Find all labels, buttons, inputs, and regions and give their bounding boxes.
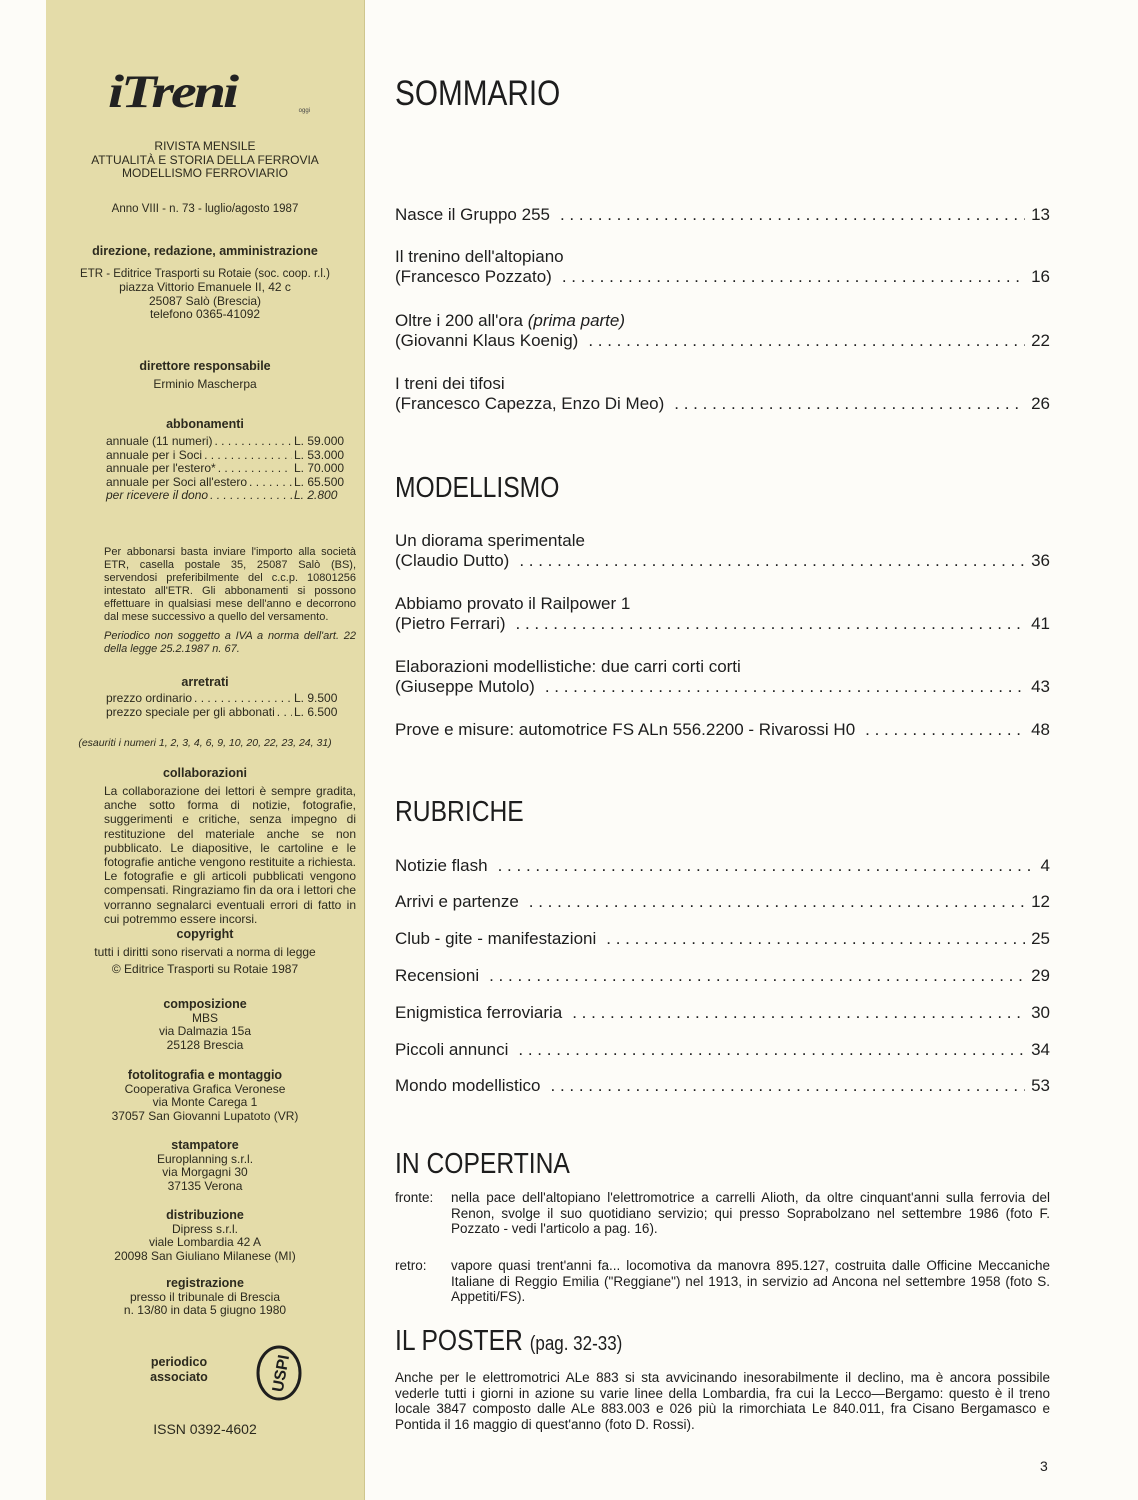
toc-entry[interactable] xyxy=(395,247,1050,287)
masthead-sidebar xyxy=(46,0,365,1500)
toc-entry[interactable] xyxy=(395,720,1050,740)
toc-title: Mondo modellistico xyxy=(395,1076,541,1095)
toc-title: Prove e misure: automotrice FS ALn 556.2200 - Rivarossi H0 xyxy=(395,720,856,739)
cover-back-label: retro: xyxy=(395,1258,427,1273)
toc-title: Club - gite - manifestazioni xyxy=(395,929,597,948)
toc-entry[interactable] xyxy=(395,205,1050,225)
logo-sub: oggi xyxy=(298,108,310,114)
toc-page: 4 xyxy=(1040,856,1050,875)
toc-page: 36 xyxy=(1031,551,1050,570)
toc-entry[interactable] xyxy=(395,929,1050,949)
toc-entry[interactable] xyxy=(395,374,1050,414)
printer-heading: stampatore xyxy=(171,1138,239,1152)
management-block xyxy=(46,245,364,322)
copyright-heading: copyright xyxy=(176,927,234,941)
toc-title: Abbiamo provato il Railpower 1 xyxy=(395,594,631,613)
printer-block: stampatore Europlanning s.r.l. via Morgagni 30 37135 Verona xyxy=(46,1139,364,1193)
poster-text: Anche per le elettromotrici ALe 883 si sta avvicinando inesorabilmente il declino, ma è ancora possibile vederle tutti i giorni in azione su varie linee della Lombardia, fra cui la Lecco—Bergamo: questo è il treno locale 3847 composto dalle ALe 883.003 e 026 più la rimorchiata Le 840.011, fra Cisano Bergamasco e Pontida il 16 maggio di quest'anno (foto D. Rossi). xyxy=(395,1370,1050,1432)
toc-page: 16 xyxy=(1031,267,1050,286)
toc-page: 30 xyxy=(1031,1003,1050,1022)
cover-back xyxy=(395,1258,1050,1305)
logo-text: iTreni xyxy=(108,65,237,118)
toc-page: 12 xyxy=(1031,892,1050,911)
toc-author: (Pietro Ferrari) xyxy=(395,614,506,633)
poster-title: IL POSTER (pag. 32-33) xyxy=(395,1325,623,1357)
director-block xyxy=(46,360,364,391)
toc-title: Recensioni xyxy=(395,966,480,985)
vat-note: Periodico non soggetto a IVA a norma dell'art. 22 della legge 25.2.1987 n. 67. xyxy=(104,630,356,655)
cover-front-label: fronte: xyxy=(395,1190,434,1205)
toc-entry[interactable] xyxy=(395,311,1050,351)
list-item: per ricevere il dono . . . L. 2.800 xyxy=(106,489,354,503)
publisher-line: piazza Vittorio Emanuele II, 42 c xyxy=(119,280,291,294)
toc-entry[interactable] xyxy=(395,892,1050,912)
list-item: prezzo ordinario . . . L. 9.500 xyxy=(106,692,354,706)
toc-title: Notizie flash xyxy=(395,856,488,875)
uspi-logo xyxy=(256,1345,302,1401)
toc-title: Arrivi e partenze xyxy=(395,892,519,911)
uspi-logo-text: USPI xyxy=(269,1353,294,1394)
toc-title: Nasce il Gruppo 255 xyxy=(395,205,550,224)
list-item: annuale per Soci all'estero . . . L. 65.500 xyxy=(106,476,354,490)
toc-entry[interactable] xyxy=(395,657,1050,697)
distribution-heading: distribuzione xyxy=(166,1208,244,1222)
back-issues-list xyxy=(106,692,354,719)
director-name: Erminio Mascherpa xyxy=(153,376,257,391)
copertina-title: IN COPERTINA xyxy=(395,1148,570,1180)
list-item: prezzo speciale per gli abbonati . . . L. 6.500 xyxy=(106,706,354,720)
cover-back-text: vapore quasi trent'anni fa... locomotiva da manovra 895.127, costruita dalle Officine Meccaniche Italiane di Reggio Emilia ("Reggiane") nel 1913, in servizio ad Ancona nel settembre 1958 (foto S. Appetiti/FS). xyxy=(451,1258,1050,1304)
issue-info: Anno VIII - n. 73 - luglio/agosto 1987 xyxy=(111,203,299,215)
copyright-line: © Editrice Trasporti su Rotaie 1987 xyxy=(111,962,299,976)
magazine-logo xyxy=(108,65,358,122)
toc-title: Piccoli annunci xyxy=(395,1040,509,1059)
subscriptions-list xyxy=(106,435,354,503)
list-item: annuale (11 numeri) . . . L. 59.000 xyxy=(106,435,354,449)
photolitho-heading: fotolitografia e montaggio xyxy=(127,1068,283,1082)
poster-pages: (pag. 32-33) xyxy=(529,1333,623,1355)
toc-entry[interactable] xyxy=(395,1076,1050,1096)
toc-title: Enigmistica ferroviaria xyxy=(395,1003,563,1022)
toc-title: Elaborazioni modellistiche: due carri corti corti xyxy=(395,657,741,676)
cover-front xyxy=(395,1190,1050,1237)
toc-page: 48 xyxy=(1031,720,1050,739)
toc-author: (Claudio Dutto) xyxy=(395,551,510,570)
toc-page: 26 xyxy=(1031,394,1050,413)
toc-page: 22 xyxy=(1031,331,1050,350)
tagline xyxy=(46,140,364,181)
toc-entry[interactable] xyxy=(395,594,1050,634)
management-heading: direzione, redazione, amministrazione xyxy=(92,244,318,258)
modellismo-title: MODELLISMO xyxy=(395,472,560,504)
collab-text: La collaborazione dei lettori è sempre gradita, anche sotto forma di notizie, fotografie, suggerimenti e critiche, senza impegno di restituzione del materiale anche se non pubblicato. Le diapositive, le cartoline e le fotografie antiche vengono restituite a richiesta. Le fotografie e gli articoli pubblicati vengono compensati. Ringraziamo fin da ora i lettori che vorranno segnalarci eventuali errori di fatto in cui potremmo essere incorsi. xyxy=(104,784,356,926)
toc-title: I treni dei tifosi xyxy=(395,374,505,393)
toc-page: 41 xyxy=(1031,614,1050,633)
toc-author: (Giuseppe Mutolo) xyxy=(395,677,535,696)
publisher-line: ETR - Editrice Trasporti su Rotaie (soc. coop. r.l.) xyxy=(80,267,330,280)
toc-title: Un diorama sperimentale xyxy=(395,531,585,550)
photolitho-block: fotolitografia e montaggio Cooperativa Grafica Veronese via Monte Carega 1 37057 San Giovanni Lupatoto (VR) xyxy=(46,1069,364,1123)
toc-entry[interactable] xyxy=(395,1040,1050,1060)
rubriche-title: RUBRICHE xyxy=(395,796,524,828)
copyright-line: tutti i diritti sono riservati a norma di legge xyxy=(94,944,316,959)
toc-entry[interactable] xyxy=(395,1003,1050,1023)
composition-block: composizione MBS via Dalmazia 15a 25128 Brescia xyxy=(46,998,364,1052)
registration-heading: registrazione xyxy=(166,1276,244,1290)
toc-page: 29 xyxy=(1031,966,1050,985)
page-number: 3 xyxy=(1040,1458,1048,1474)
toc-page: 53 xyxy=(1031,1076,1050,1095)
cover-front-text: nella pace dell'altopiano l'elettromotrice a carrelli Alioth, da oltre cinquant'anni sulla ferrovia del Renon, svolge il suo quotidiano servizio; qui presso Soprabolzano nel settembre 1986 (foto F. Pozzato - vedi l'articolo a pag. 16). xyxy=(451,1190,1050,1236)
toc-page: 13 xyxy=(1031,205,1050,224)
composition-heading: composizione xyxy=(163,997,247,1011)
toc-author: (Francesco Pozzato) xyxy=(395,267,552,286)
registration-block: registrazione presso il tribunale di Brescia n. 13/80 in data 5 giugno 1980 xyxy=(46,1277,364,1318)
toc-title: Oltre i 200 all'ora xyxy=(395,311,523,330)
toc-title-note: (prima parte) xyxy=(527,311,626,330)
toc-title: Il trenino dell'altopiano xyxy=(395,247,564,266)
toc-page: 34 xyxy=(1031,1040,1050,1059)
toc-page: 25 xyxy=(1031,929,1050,948)
subscription-note: Per abbonarsi basta inviare l'importo alla società ETR, casella postale 35, 25087 Salò (BS), servendosi preferibilmente del c.c.p. 10801256 intestato all'ETR. Gli abbonamenti si possono effettuare in qualsiasi mese dell'anno e decorrono dal mese successivo a quello del versamento. xyxy=(104,546,356,623)
issn: ISSN 0392-4602 xyxy=(153,1421,257,1437)
toc-entry[interactable] xyxy=(395,531,1050,571)
back-issues-heading: arretrati xyxy=(181,675,229,689)
associated-label: periodico associato xyxy=(150,1355,208,1384)
sold-out-note: (esauriti i numeri 1, 2, 3, 4, 6, 9, 10, 20, 22, 23, 24, 31) xyxy=(78,737,332,749)
toc-entry[interactable] xyxy=(395,856,1050,876)
publisher-line: telefono 0365-41092 xyxy=(149,307,261,321)
collab-heading: collaborazioni xyxy=(162,766,248,780)
toc-page: 43 xyxy=(1031,677,1050,696)
sommario-title: SOMMARIO xyxy=(395,74,561,113)
tagline-line: ATTUALITÀ E STORIA DELLA FERROVIA xyxy=(91,152,319,167)
toc-entry[interactable] xyxy=(395,966,1050,986)
toc-author: (Giovanni Klaus Koenig) xyxy=(395,331,579,350)
distribution-block: distribuzione Dipress s.r.l. viale Lombardia 42 A 20098 San Giuliano Milanese (MI) xyxy=(46,1209,364,1263)
list-item: annuale per l'estero* . . . L. 70.000 xyxy=(106,462,354,476)
director-heading: direttore responsabile xyxy=(139,359,271,373)
publisher-line: 25087 Salò (Brescia) xyxy=(148,293,262,308)
list-item: annuale per i Soci . . . L. 53.000 xyxy=(106,449,354,463)
tagline-line: MODELLISMO FERROVIARIO xyxy=(121,166,289,180)
toc-author: (Francesco Capezza, Enzo Di Meo) xyxy=(395,394,665,413)
tagline-line: RIVISTA MENSILE xyxy=(154,139,256,153)
copyright-block xyxy=(46,928,364,977)
subscriptions-heading: abbonamenti xyxy=(166,417,244,431)
